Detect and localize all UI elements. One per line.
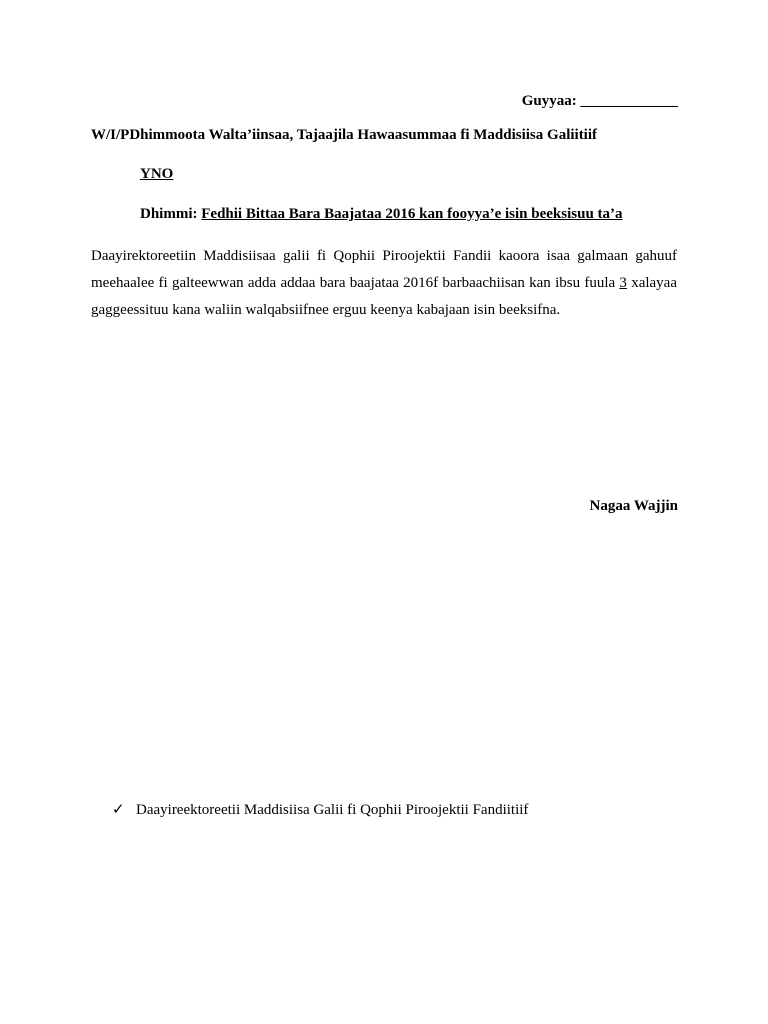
body-page-count: 3 <box>619 275 627 291</box>
checkmark-icon: ✓ <box>112 802 125 818</box>
closing: Nagaa Wajjin <box>589 498 678 514</box>
cc-list-item <box>112 800 528 819</box>
body-text-1: Daayirektoreetiin Maddisiisaa galii fi Qophii Piroojektii Fandii kaoora isaa galmaan gahuuf meehaalee fi galteewwan adda addaa bara baajataa 2016f barbaachiisan kan ibsu fuula <box>91 248 677 291</box>
subject-line <box>140 206 623 223</box>
yno-label: YNO <box>140 166 174 182</box>
date-label: Guyyaa: <box>521 93 577 109</box>
addressee: W/I/PDhimmoota Walta’iinsaa, Tajaajila Hawaasummaa fi Maddisiisa Galiitiif <box>91 127 598 143</box>
cc-text: Daayireektoreetii Maddisiisa Galii fi Qophii Piroojektii Fandiitiif <box>136 802 529 818</box>
body-text-2: xalayaa gaggeessituu kana waliin walqabsiifnee erguu keenya kabajaan isin beeksifna. <box>91 275 677 318</box>
body-paragraph <box>91 243 677 324</box>
subject-label: Dhimmi: <box>140 206 198 222</box>
date-blank: _____________ <box>580 93 678 109</box>
subject-text: Fedhii Bittaa Bara Baajataa 2016 kan fooyya’e isin beeksisuu ta’a <box>201 206 623 222</box>
date-line <box>522 93 678 110</box>
